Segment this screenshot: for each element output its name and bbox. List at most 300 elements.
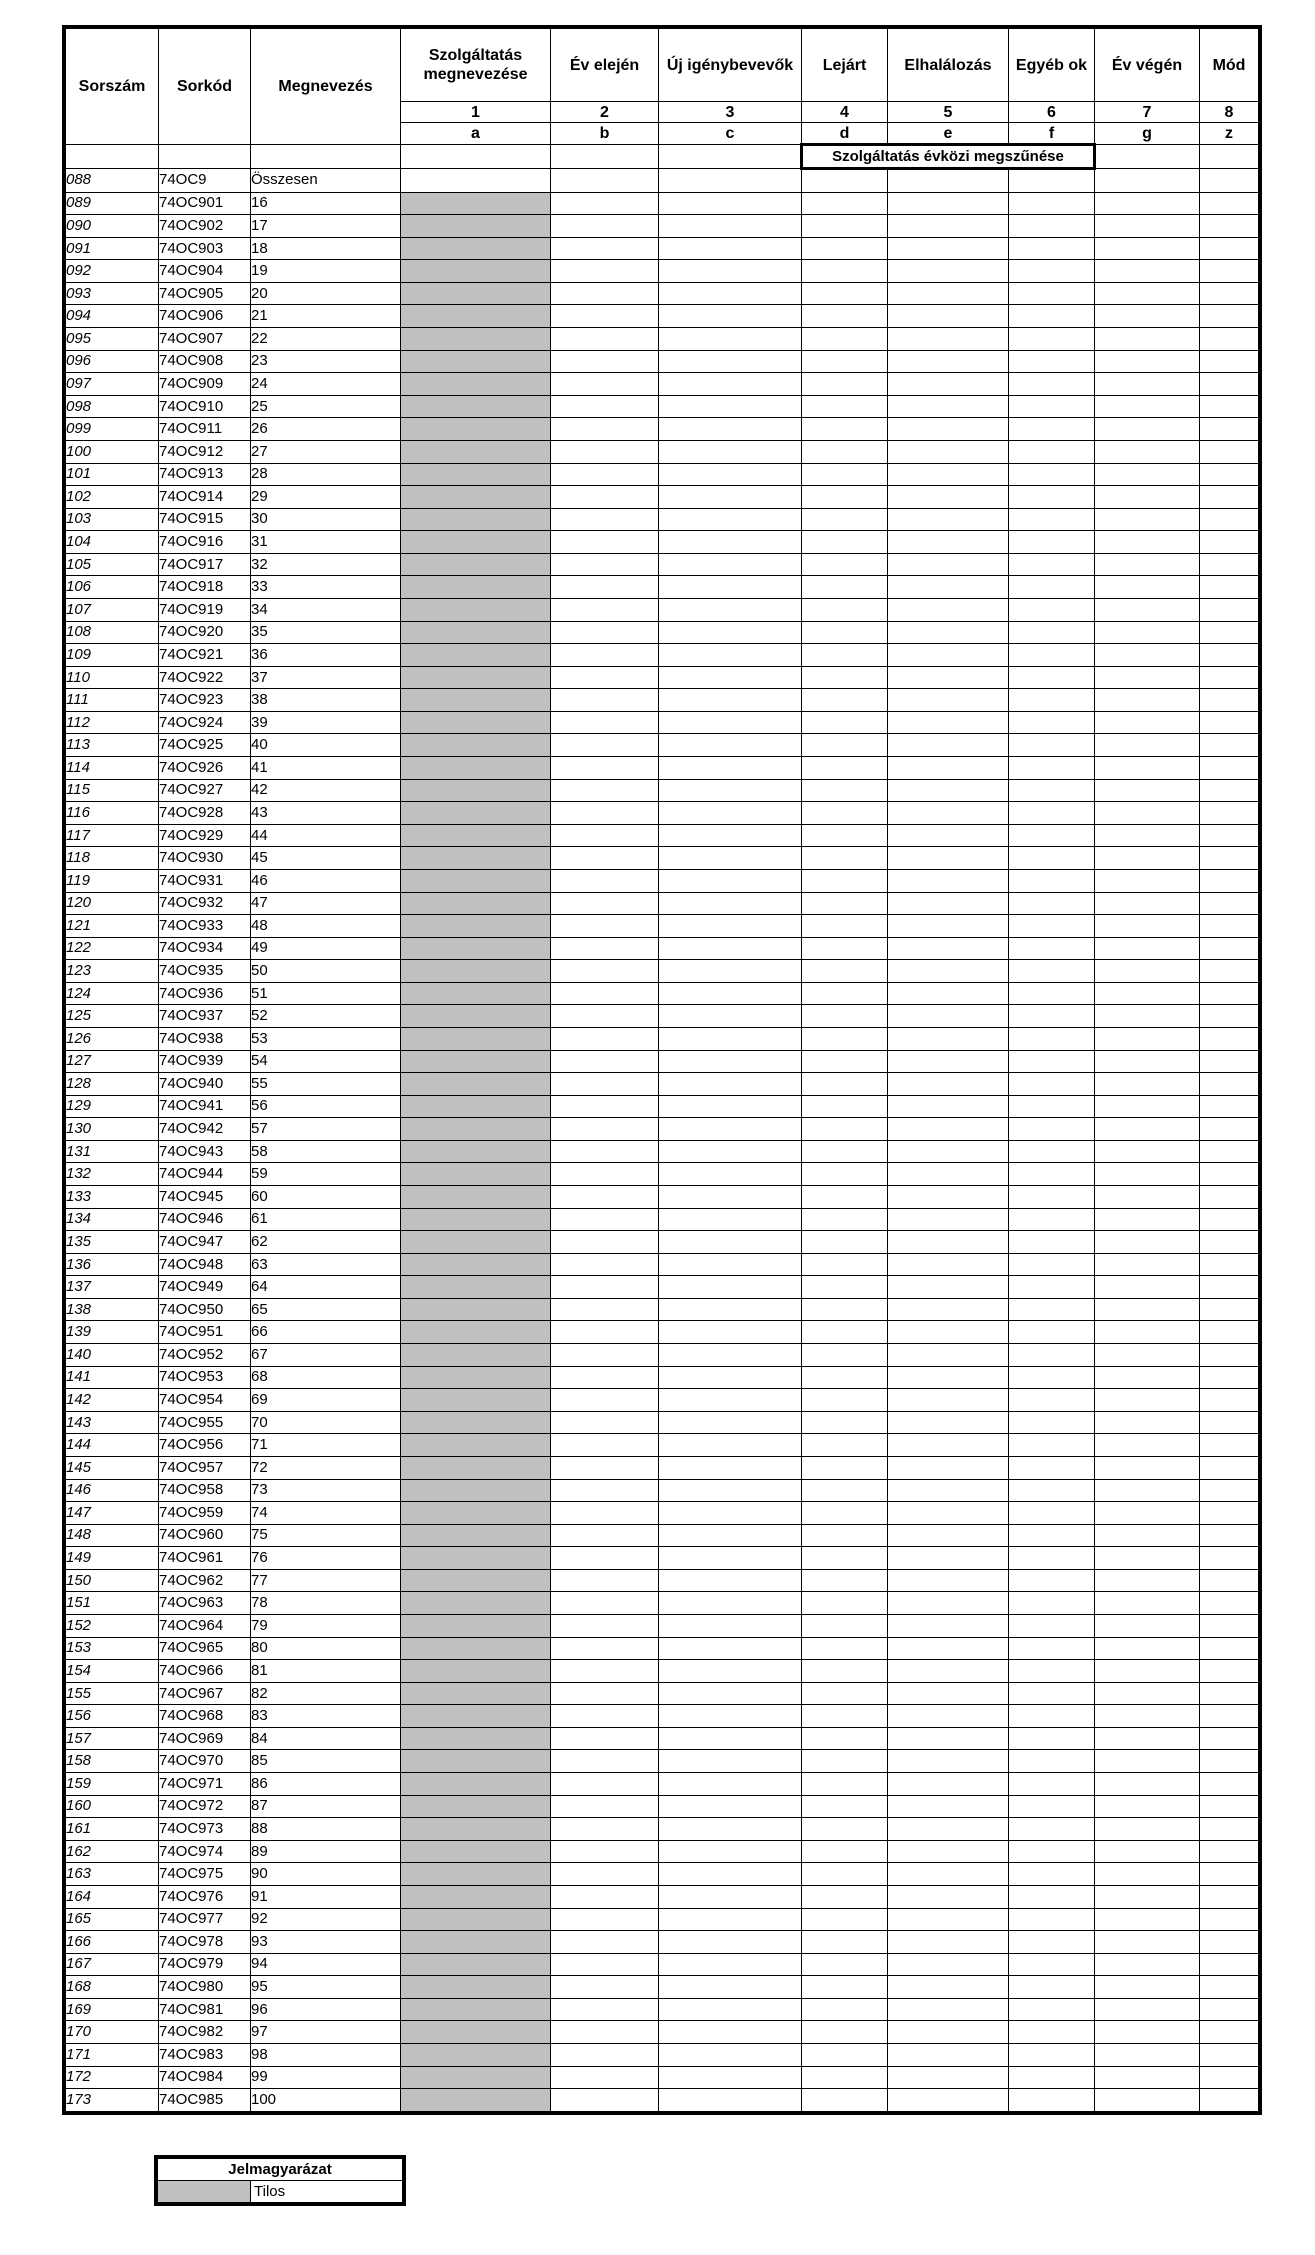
input-cell[interactable] (1009, 553, 1095, 576)
input-cell[interactable] (1009, 757, 1095, 780)
input-cell[interactable] (802, 847, 888, 870)
input-cell[interactable] (1200, 1366, 1259, 1389)
input-cell[interactable] (551, 779, 659, 802)
input-cell[interactable] (1095, 1479, 1200, 1502)
input-cell[interactable] (1009, 1931, 1095, 1954)
input-cell[interactable] (802, 1795, 888, 1818)
input-cell[interactable] (551, 1502, 659, 1525)
input-cell[interactable] (1200, 418, 1259, 441)
input-cell[interactable] (659, 1547, 802, 1570)
input-cell[interactable] (1009, 1773, 1095, 1796)
input-cell[interactable] (802, 1773, 888, 1796)
input-cell[interactable] (551, 1434, 659, 1457)
input-cell[interactable] (551, 1840, 659, 1863)
input-cell[interactable] (802, 1434, 888, 1457)
input-cell[interactable] (1095, 960, 1200, 983)
input-cell[interactable] (1009, 734, 1095, 757)
input-cell[interactable] (551, 621, 659, 644)
input-cell[interactable] (1009, 305, 1095, 328)
input-cell[interactable] (1009, 328, 1095, 351)
input-cell[interactable] (659, 644, 802, 667)
input-cell[interactable] (888, 486, 1009, 509)
input-cell[interactable] (1009, 1547, 1095, 1570)
input-cell[interactable] (888, 892, 1009, 915)
input-cell[interactable] (1095, 1095, 1200, 1118)
input-cell[interactable] (1009, 1050, 1095, 1073)
input-cell[interactable] (551, 1095, 659, 1118)
input-cell[interactable] (802, 395, 888, 418)
input-cell[interactable] (1200, 1818, 1259, 1841)
input-cell[interactable] (1095, 666, 1200, 689)
input-cell[interactable] (1200, 440, 1259, 463)
input-cell[interactable] (888, 711, 1009, 734)
input-cell[interactable] (1095, 1637, 1200, 1660)
input-cell[interactable] (802, 463, 888, 486)
input-cell[interactable] (1200, 937, 1259, 960)
input-cell[interactable] (1009, 1727, 1095, 1750)
input-cell[interactable] (888, 2021, 1009, 2044)
input-cell[interactable] (659, 1050, 802, 1073)
input-cell[interactable] (1200, 215, 1259, 238)
input-cell[interactable] (1095, 169, 1200, 193)
input-cell[interactable] (1200, 644, 1259, 667)
input-cell[interactable] (888, 305, 1009, 328)
input-cell[interactable] (802, 373, 888, 396)
input-cell[interactable] (1095, 1795, 1200, 1818)
input-cell[interactable] (888, 1095, 1009, 1118)
input-cell[interactable] (659, 1863, 802, 1886)
input-cell[interactable] (802, 2089, 888, 2112)
input-cell[interactable] (888, 1140, 1009, 1163)
input-cell[interactable] (1095, 328, 1200, 351)
input-cell[interactable] (659, 1434, 802, 1457)
input-cell[interactable] (1009, 960, 1095, 983)
input-cell[interactable] (1200, 734, 1259, 757)
input-cell[interactable] (802, 215, 888, 238)
input-cell[interactable] (1200, 169, 1259, 193)
input-cell[interactable] (1200, 1411, 1259, 1434)
input-cell[interactable] (1009, 1592, 1095, 1615)
input-cell[interactable] (1009, 711, 1095, 734)
input-cell[interactable] (1095, 2089, 1200, 2112)
input-cell[interactable] (659, 1321, 802, 1344)
input-cell[interactable] (659, 1953, 802, 1976)
input-cell[interactable] (659, 621, 802, 644)
input-cell[interactable] (659, 915, 802, 938)
input-cell[interactable] (888, 2043, 1009, 2066)
input-cell[interactable] (1095, 1411, 1200, 1434)
input-cell[interactable] (1200, 892, 1259, 915)
input-cell[interactable] (1009, 1885, 1095, 1908)
input-cell[interactable] (888, 621, 1009, 644)
input-cell[interactable] (1095, 1524, 1200, 1547)
input-cell[interactable] (802, 824, 888, 847)
input-cell[interactable] (659, 711, 802, 734)
input-cell[interactable] (888, 282, 1009, 305)
input-cell[interactable] (1009, 621, 1095, 644)
input-cell[interactable] (1095, 1231, 1200, 1254)
input-cell[interactable] (1200, 305, 1259, 328)
input-cell[interactable] (802, 982, 888, 1005)
input-cell[interactable] (802, 1705, 888, 1728)
input-cell[interactable] (551, 892, 659, 915)
input-cell[interactable] (1200, 508, 1259, 531)
input-cell[interactable] (888, 1208, 1009, 1231)
input-cell[interactable] (659, 598, 802, 621)
input-cell[interactable] (802, 666, 888, 689)
input-cell[interactable] (551, 192, 659, 215)
input-cell[interactable] (1009, 508, 1095, 531)
input-cell[interactable] (888, 508, 1009, 531)
input-cell[interactable] (1095, 1931, 1200, 1954)
input-cell[interactable] (888, 1998, 1009, 2021)
input-cell[interactable] (802, 1344, 888, 1367)
input-cell[interactable] (802, 1005, 888, 1028)
input-cell[interactable] (802, 1840, 888, 1863)
input-cell[interactable] (1009, 1908, 1095, 1931)
input-cell[interactable] (1009, 1434, 1095, 1457)
input-cell[interactable] (802, 960, 888, 983)
input-cell[interactable] (659, 1479, 802, 1502)
input-cell[interactable] (802, 328, 888, 351)
input-cell[interactable] (1200, 192, 1259, 215)
input-cell[interactable] (802, 1186, 888, 1209)
input-cell[interactable] (551, 1186, 659, 1209)
input-cell[interactable] (1095, 237, 1200, 260)
input-cell[interactable] (802, 260, 888, 283)
input-cell[interactable] (1200, 1569, 1259, 1592)
input-cell[interactable] (551, 418, 659, 441)
input-cell[interactable] (1095, 1660, 1200, 1683)
input-cell[interactable] (1095, 982, 1200, 1005)
input-cell[interactable] (1095, 463, 1200, 486)
input-cell[interactable] (659, 1502, 802, 1525)
input-cell[interactable] (659, 215, 802, 238)
input-cell[interactable] (1095, 1840, 1200, 1863)
input-cell[interactable] (1009, 1976, 1095, 1999)
input-cell[interactable] (551, 553, 659, 576)
input-cell[interactable] (659, 463, 802, 486)
input-cell[interactable] (1095, 1863, 1200, 1886)
input-cell[interactable] (659, 282, 802, 305)
input-cell[interactable] (1095, 1502, 1200, 1525)
input-cell[interactable] (551, 915, 659, 938)
input-cell[interactable] (1009, 1840, 1095, 1863)
input-cell[interactable] (802, 1637, 888, 1660)
input-cell[interactable] (1200, 1389, 1259, 1412)
input-cell[interactable] (1200, 621, 1259, 644)
input-cell[interactable] (551, 1366, 659, 1389)
input-cell[interactable] (1095, 937, 1200, 960)
input-cell[interactable] (1095, 802, 1200, 825)
input-cell[interactable] (1095, 824, 1200, 847)
input-cell[interactable] (1009, 1818, 1095, 1841)
input-cell[interactable] (659, 1253, 802, 1276)
input-cell[interactable] (802, 237, 888, 260)
input-cell[interactable] (1200, 982, 1259, 1005)
input-cell[interactable] (888, 1976, 1009, 1999)
input-cell[interactable] (659, 1366, 802, 1389)
input-cell[interactable] (802, 169, 888, 193)
input-cell[interactable] (888, 1908, 1009, 1931)
input-cell[interactable] (888, 1502, 1009, 1525)
input-cell[interactable] (551, 350, 659, 373)
input-cell[interactable] (659, 847, 802, 870)
input-cell[interactable] (1009, 1073, 1095, 1096)
input-cell[interactable] (659, 508, 802, 531)
input-cell[interactable] (551, 1344, 659, 1367)
input-cell[interactable] (888, 1456, 1009, 1479)
input-cell[interactable] (659, 1411, 802, 1434)
input-cell[interactable] (888, 1321, 1009, 1344)
input-cell[interactable] (888, 576, 1009, 599)
input-cell[interactable] (659, 892, 802, 915)
input-cell[interactable] (888, 1592, 1009, 1615)
input-cell[interactable] (802, 2066, 888, 2089)
input-cell[interactable] (551, 847, 659, 870)
input-cell[interactable] (659, 869, 802, 892)
input-cell[interactable] (1095, 1456, 1200, 1479)
input-cell[interactable] (1200, 757, 1259, 780)
input-cell[interactable] (802, 1208, 888, 1231)
input-cell[interactable] (551, 1479, 659, 1502)
input-cell[interactable] (1095, 1705, 1200, 1728)
input-cell[interactable] (802, 2021, 888, 2044)
input-cell[interactable] (1095, 282, 1200, 305)
input-cell[interactable] (1200, 1592, 1259, 1615)
input-cell[interactable] (551, 1773, 659, 1796)
input-cell[interactable] (1200, 237, 1259, 260)
input-cell[interactable] (888, 553, 1009, 576)
input-cell[interactable] (551, 734, 659, 757)
input-cell[interactable] (551, 395, 659, 418)
input-cell[interactable] (551, 328, 659, 351)
input-cell[interactable] (551, 598, 659, 621)
input-cell[interactable] (551, 1524, 659, 1547)
input-cell[interactable] (888, 1840, 1009, 1863)
input-cell[interactable] (1009, 1366, 1095, 1389)
input-cell[interactable] (659, 1931, 802, 1954)
input-cell[interactable] (1095, 1434, 1200, 1457)
input-cell[interactable] (802, 1456, 888, 1479)
input-cell[interactable] (659, 1186, 802, 1209)
input-cell[interactable] (802, 350, 888, 373)
input-cell[interactable] (802, 644, 888, 667)
input-cell[interactable] (888, 1682, 1009, 1705)
input-cell[interactable] (551, 1456, 659, 1479)
input-cell[interactable] (1009, 1569, 1095, 1592)
input-cell[interactable] (802, 802, 888, 825)
input-cell[interactable] (1009, 215, 1095, 238)
input-cell[interactable] (1200, 1908, 1259, 1931)
input-cell[interactable] (1009, 1095, 1095, 1118)
input-cell[interactable] (888, 2066, 1009, 2089)
input-cell[interactable] (551, 531, 659, 554)
input-cell[interactable] (1009, 1140, 1095, 1163)
input-cell[interactable] (1200, 2043, 1259, 2066)
input-cell[interactable] (1095, 847, 1200, 870)
input-cell[interactable] (802, 1321, 888, 1344)
input-cell[interactable] (802, 1727, 888, 1750)
input-cell[interactable] (1009, 440, 1095, 463)
input-cell[interactable] (802, 2043, 888, 2066)
input-cell[interactable] (1009, 937, 1095, 960)
input-cell[interactable] (401, 169, 551, 193)
input-cell[interactable] (1009, 1208, 1095, 1231)
input-cell[interactable] (551, 1863, 659, 1886)
input-cell[interactable] (551, 1231, 659, 1254)
input-cell[interactable] (551, 644, 659, 667)
input-cell[interactable] (1200, 1863, 1259, 1886)
input-cell[interactable] (1095, 1253, 1200, 1276)
input-cell[interactable] (1009, 915, 1095, 938)
input-cell[interactable] (802, 1931, 888, 1954)
input-cell[interactable] (1095, 1073, 1200, 1096)
input-cell[interactable] (659, 1592, 802, 1615)
input-cell[interactable] (888, 1615, 1009, 1638)
input-cell[interactable] (659, 824, 802, 847)
input-cell[interactable] (802, 915, 888, 938)
input-cell[interactable] (659, 169, 802, 193)
input-cell[interactable] (1200, 1005, 1259, 1028)
input-cell[interactable] (551, 757, 659, 780)
input-cell[interactable] (802, 1163, 888, 1186)
input-cell[interactable] (802, 1998, 888, 2021)
input-cell[interactable] (1095, 734, 1200, 757)
input-cell[interactable] (1200, 689, 1259, 712)
input-cell[interactable] (659, 395, 802, 418)
input-cell[interactable] (888, 1863, 1009, 1886)
input-cell[interactable] (1200, 1140, 1259, 1163)
input-cell[interactable] (659, 1840, 802, 1863)
input-cell[interactable] (659, 734, 802, 757)
input-cell[interactable] (802, 1389, 888, 1412)
input-cell[interactable] (1009, 1163, 1095, 1186)
input-cell[interactable] (1200, 1615, 1259, 1638)
input-cell[interactable] (1095, 892, 1200, 915)
input-cell[interactable] (802, 757, 888, 780)
input-cell[interactable] (659, 1118, 802, 1141)
input-cell[interactable] (659, 1727, 802, 1750)
input-cell[interactable] (1095, 598, 1200, 621)
input-cell[interactable] (1200, 1095, 1259, 1118)
input-cell[interactable] (802, 1750, 888, 1773)
input-cell[interactable] (888, 734, 1009, 757)
input-cell[interactable] (551, 1208, 659, 1231)
input-cell[interactable] (1095, 869, 1200, 892)
input-cell[interactable] (1009, 1953, 1095, 1976)
input-cell[interactable] (1095, 215, 1200, 238)
input-cell[interactable] (1095, 1140, 1200, 1163)
input-cell[interactable] (888, 169, 1009, 193)
input-cell[interactable] (888, 463, 1009, 486)
input-cell[interactable] (802, 305, 888, 328)
input-cell[interactable] (1009, 1253, 1095, 1276)
input-cell[interactable] (659, 2043, 802, 2066)
input-cell[interactable] (1095, 1389, 1200, 1412)
input-cell[interactable] (659, 1795, 802, 1818)
input-cell[interactable] (802, 440, 888, 463)
input-cell[interactable] (1200, 1976, 1259, 1999)
input-cell[interactable] (1009, 1750, 1095, 1773)
input-cell[interactable] (659, 1389, 802, 1412)
input-cell[interactable] (551, 1637, 659, 1660)
input-cell[interactable] (659, 418, 802, 441)
input-cell[interactable] (659, 237, 802, 260)
input-cell[interactable] (888, 1750, 1009, 1773)
input-cell[interactable] (1200, 1208, 1259, 1231)
input-cell[interactable] (1200, 1163, 1259, 1186)
input-cell[interactable] (1095, 508, 1200, 531)
input-cell[interactable] (1095, 1344, 1200, 1367)
input-cell[interactable] (888, 1795, 1009, 1818)
input-cell[interactable] (888, 779, 1009, 802)
input-cell[interactable] (551, 486, 659, 509)
input-cell[interactable] (1009, 1705, 1095, 1728)
input-cell[interactable] (1095, 915, 1200, 938)
input-cell[interactable] (551, 1163, 659, 1186)
input-cell[interactable] (659, 2089, 802, 2112)
input-cell[interactable] (659, 1705, 802, 1728)
input-cell[interactable] (888, 328, 1009, 351)
input-cell[interactable] (551, 463, 659, 486)
input-cell[interactable] (1009, 1524, 1095, 1547)
input-cell[interactable] (802, 734, 888, 757)
input-cell[interactable] (802, 711, 888, 734)
input-cell[interactable] (888, 1073, 1009, 1096)
input-cell[interactable] (551, 1795, 659, 1818)
input-cell[interactable] (1095, 1682, 1200, 1705)
input-cell[interactable] (1200, 1524, 1259, 1547)
input-cell[interactable] (1009, 1118, 1095, 1141)
input-cell[interactable] (888, 1569, 1009, 1592)
input-cell[interactable] (888, 1050, 1009, 1073)
input-cell[interactable] (551, 666, 659, 689)
input-cell[interactable] (1200, 1637, 1259, 1660)
input-cell[interactable] (888, 2089, 1009, 2112)
input-cell[interactable] (659, 305, 802, 328)
input-cell[interactable] (551, 1682, 659, 1705)
input-cell[interactable] (1009, 350, 1095, 373)
input-cell[interactable] (1095, 1118, 1200, 1141)
input-cell[interactable] (659, 1682, 802, 1705)
input-cell[interactable] (888, 869, 1009, 892)
input-cell[interactable] (551, 960, 659, 983)
input-cell[interactable] (802, 1027, 888, 1050)
input-cell[interactable] (551, 1705, 659, 1728)
input-cell[interactable] (1095, 644, 1200, 667)
input-cell[interactable] (659, 350, 802, 373)
input-cell[interactable] (1200, 1298, 1259, 1321)
input-cell[interactable] (551, 440, 659, 463)
input-cell[interactable] (1009, 1005, 1095, 1028)
input-cell[interactable] (888, 1411, 1009, 1434)
input-cell[interactable] (551, 1253, 659, 1276)
input-cell[interactable] (1095, 1976, 1200, 1999)
input-cell[interactable] (888, 847, 1009, 870)
input-cell[interactable] (802, 1502, 888, 1525)
input-cell[interactable] (888, 915, 1009, 938)
input-cell[interactable] (1095, 1027, 1200, 1050)
input-cell[interactable] (1200, 2089, 1259, 2112)
input-cell[interactable] (1200, 1276, 1259, 1299)
input-cell[interactable] (1200, 847, 1259, 870)
input-cell[interactable] (551, 802, 659, 825)
input-cell[interactable] (659, 1276, 802, 1299)
input-cell[interactable] (802, 1411, 888, 1434)
input-cell[interactable] (1200, 666, 1259, 689)
input-cell[interactable] (888, 1818, 1009, 1841)
